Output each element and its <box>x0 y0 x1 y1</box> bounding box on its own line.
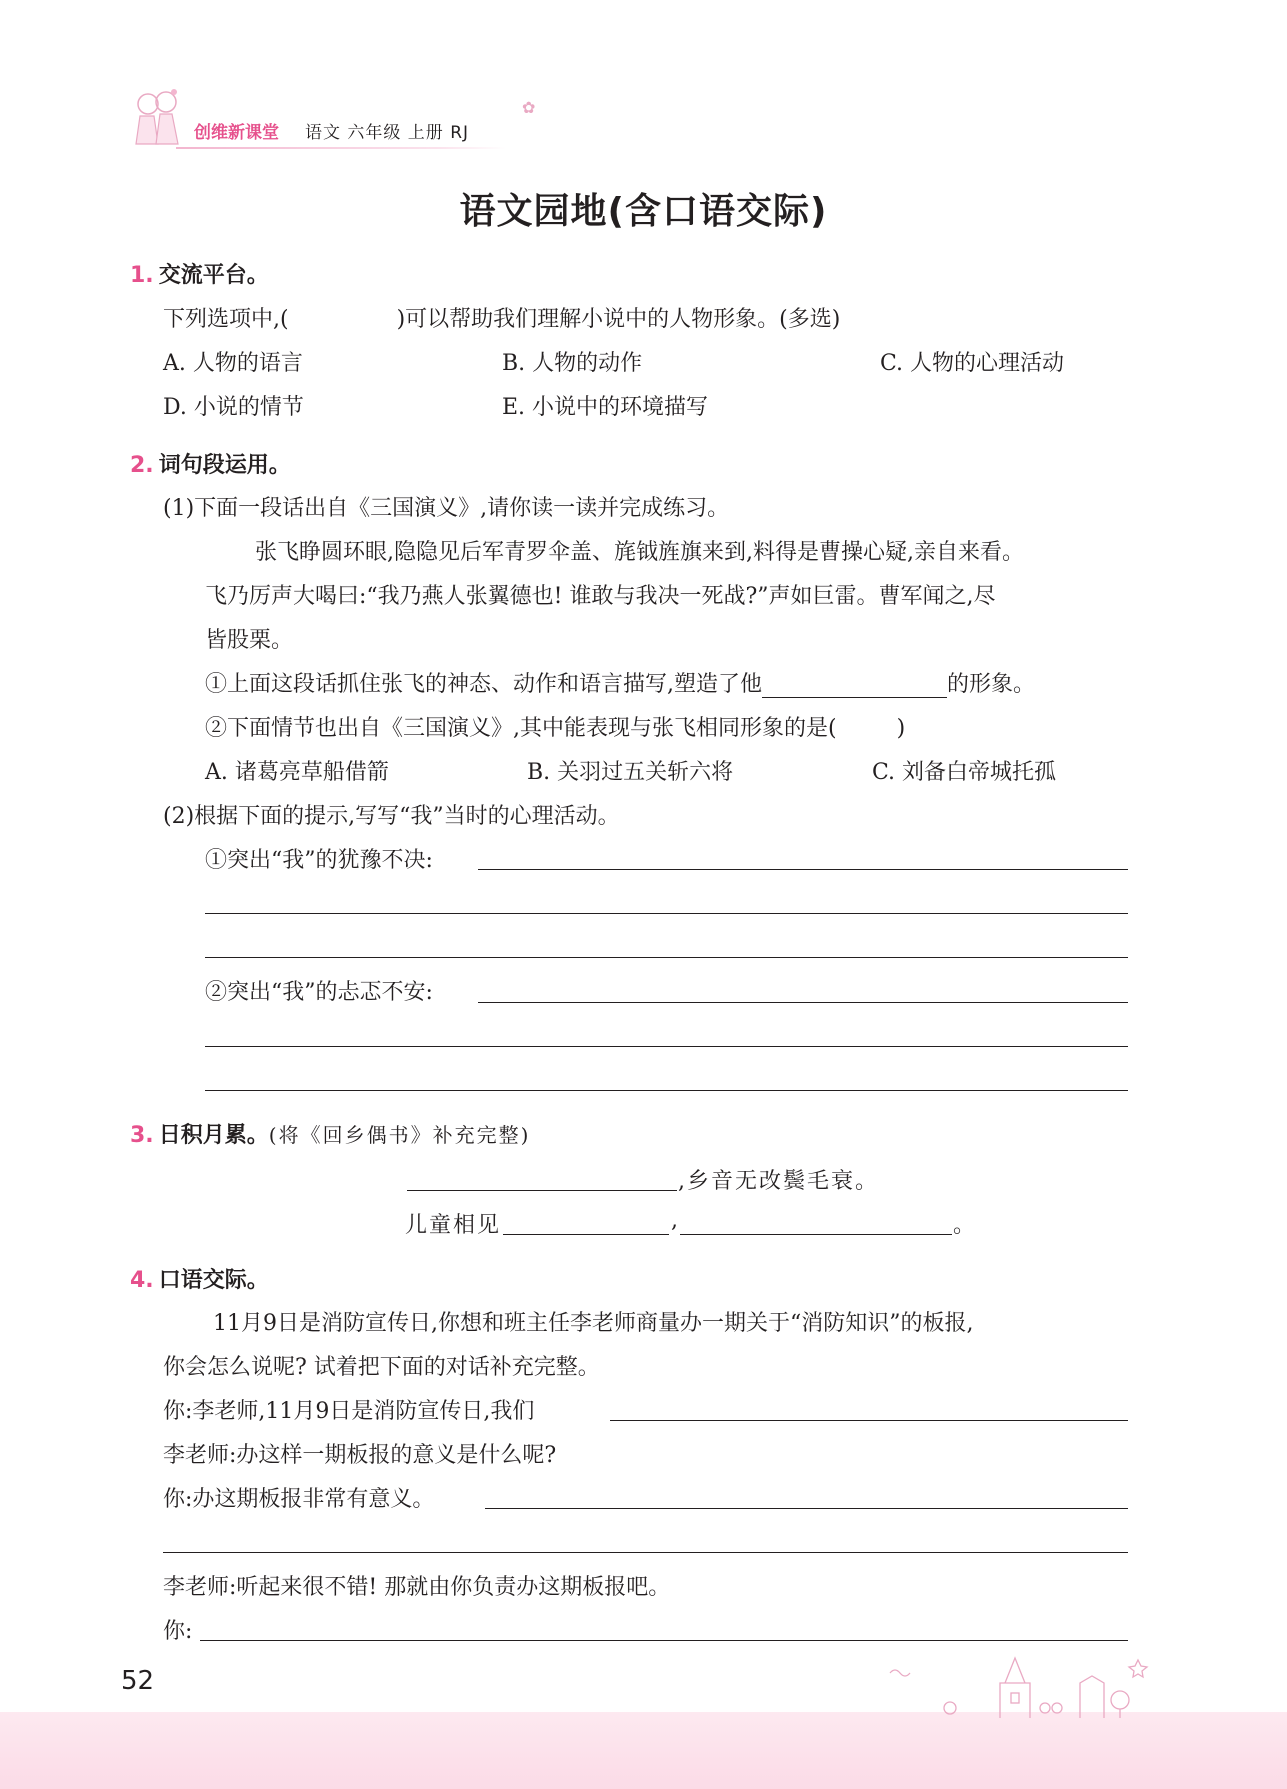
q2-sub2-text: ②下面情节也出自《三国演义》,其中能表现与张飞相同形象的是( <box>205 716 837 741</box>
q3-blank-2[interactable] <box>503 1234 669 1235</box>
q3-blank-3[interactable] <box>680 1234 952 1235</box>
sparkle-icon: ✿ <box>522 98 536 117</box>
q4-heading: 口语交际。 <box>158 1268 269 1293</box>
q3-note: (将《回乡偶书》补充完整) <box>268 1123 531 1147</box>
q4-dialogue-4: 李老师:听起来很不错! 那就由你负责办这期板报吧。 <box>163 1575 671 1600</box>
kids-illustration-icon <box>128 86 186 154</box>
q2-header <box>130 448 291 479</box>
q1-option-a: A. 人物的语言 <box>163 351 303 376</box>
q3-header <box>130 1118 530 1149</box>
q2-sub1 <box>205 667 1035 698</box>
q4-dialogue-5: 你: <box>163 1619 193 1644</box>
q2-sub1-blank[interactable] <box>762 676 947 698</box>
header-divider <box>176 147 506 149</box>
q2-part2-b-line2[interactable] <box>205 1046 1128 1047</box>
q2-number: 2. <box>130 453 154 478</box>
page-number: 52 <box>121 1666 155 1696</box>
q4-dialogue-3-line1[interactable] <box>485 1508 1128 1509</box>
q2-part2-a-line3[interactable] <box>205 957 1128 958</box>
q2-passage-line3: 皆股栗。 <box>205 628 294 653</box>
q1-stem <box>163 302 840 333</box>
q4-dialogue-3-line2[interactable] <box>163 1552 1128 1553</box>
q2-sub1-end: 的形象。 <box>947 672 1036 697</box>
q2-part2-b-label: ②突出“我”的忐忑不安: <box>205 980 433 1005</box>
q1-header <box>130 258 269 289</box>
q4-dialogue-5-line[interactable] <box>200 1640 1128 1641</box>
q1-option-d: D. 小说的情节 <box>163 395 304 420</box>
q3-blank-1[interactable] <box>407 1190 677 1191</box>
q2-sub2 <box>205 711 905 742</box>
q2-option-b: B. 关羽过五关斩六将 <box>527 760 734 785</box>
q4-paragraph-line2: 你会怎么说呢? 试着把下面的对话补充完整。 <box>163 1355 600 1380</box>
q3-number: 3. <box>130 1123 154 1148</box>
q4-dialogue-2: 李老师:办这样一期板报的意义是什么呢? <box>163 1443 557 1468</box>
q2-part1-intro: (1)下面一段话出自《三国演义》,请你读一读并完成练习。 <box>163 496 730 521</box>
book-info: 语文 六年级 上册 RJ <box>305 123 470 143</box>
q4-number: 4. <box>130 1268 154 1293</box>
q3-line2-tail: 。 <box>953 1213 976 1238</box>
castle-illustration-icon <box>880 1648 1170 1718</box>
brand-label: 创维新课堂 <box>194 123 279 143</box>
q1-option-e: E. 小说中的环境描写 <box>502 395 709 420</box>
q2-passage-line2: 飞乃厉声大喝曰:“我乃燕人张翼德也! 谁敢与我决一死战?”声如巨雷。曹军闻之,尽 <box>205 584 996 609</box>
q2-part2-b-line1[interactable] <box>478 1002 1128 1003</box>
q2-sub2-close: ) <box>896 716 906 741</box>
q2-part2-a-line1[interactable] <box>478 869 1128 870</box>
q4-dialogue-1: 你:李老师,11月9日是消防宣传日,我们 <box>163 1399 535 1424</box>
q4-paragraph-line1: 11月9日是消防宣传日,你想和班主任李老师商量办一期关于“消防知识”的板报, <box>213 1311 974 1336</box>
q1-heading: 交流平台。 <box>158 263 269 288</box>
q2-part2-a-label: ①突出“我”的犹豫不决: <box>205 848 433 873</box>
q3-line1-tail: ,乡音无改鬓毛衰。 <box>678 1169 879 1194</box>
q4-header <box>130 1263 269 1294</box>
q1-stem-end: )可以帮助我们理解小说中的人物形象。(多选) <box>396 307 841 332</box>
q3-line2-head: 儿童相见 <box>405 1213 502 1238</box>
q4-dialogue-1-line[interactable] <box>610 1420 1128 1421</box>
q3-line2-comma: , <box>671 1208 678 1233</box>
q2-part2-a-line2[interactable] <box>205 913 1128 914</box>
q2-passage-line1: 张飞睁圆环眼,隐隐见后军青罗伞盖、旄钺旌旗来到,料得是曹操心疑,亲自来看。 <box>255 540 1024 565</box>
q1-stem-start: 下列选项中,( <box>163 307 289 332</box>
q1-option-c: C. 人物的心理活动 <box>880 351 1065 376</box>
footer-band <box>0 1712 1287 1789</box>
q2-sub1-text: ①上面这段话抓住张飞的神态、动作和语言描写,塑造了他 <box>205 672 762 697</box>
q2-option-a: A. 诸葛亮草船借箭 <box>205 760 389 785</box>
q2-option-c: C. 刘备白帝城托孤 <box>872 760 1057 785</box>
q3-heading: 日积月累。 <box>158 1123 269 1148</box>
q2-part2-intro: (2)根据下面的提示,写写“我”当时的心理活动。 <box>163 804 620 829</box>
page-title: 语文园地(含口语交际) <box>459 191 828 232</box>
q4-dialogue-3: 你:办这期板报非常有意义。 <box>163 1487 435 1512</box>
q1-option-b: B. 人物的动作 <box>502 351 643 376</box>
q2-heading: 词句段运用。 <box>158 453 291 478</box>
q2-part2-b-line3[interactable] <box>205 1090 1128 1091</box>
q1-number: 1. <box>130 263 154 288</box>
